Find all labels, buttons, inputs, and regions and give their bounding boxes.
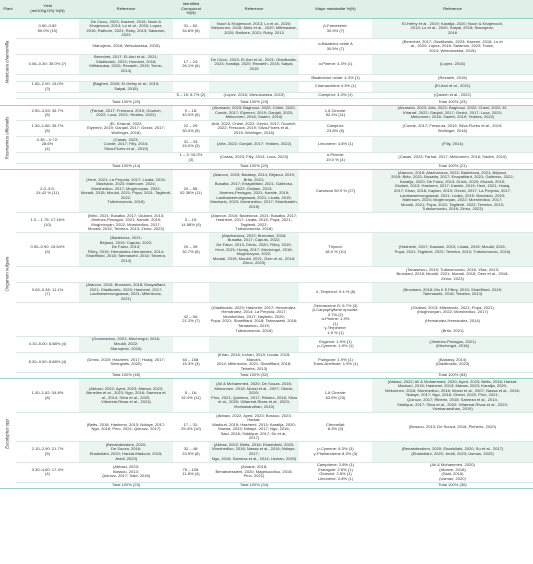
compound-cell	[173, 81, 209, 92]
plant-name: Rosmarinus officinalis	[4, 116, 10, 159]
metabolite-cell: α-Bisabolol oxide A 30.5% (7)	[299, 39, 372, 55]
reference-metabolite-cell: (Conde, 2017; Frescura, 2019; Silva-Flores et al., 2019; Wollinger, 2016)	[372, 121, 533, 137]
reference-metabolite-cell: (Jiménez-Penagos, 2021) (Mechergui, 2016)	[372, 336, 533, 352]
compound-cell	[173, 482, 209, 489]
reference-metabolite-cell: (Qasem et al., 2022)	[372, 92, 533, 99]
compound-cell: 42 – 54: 21.2% (7)	[173, 303, 209, 337]
table-row	[0, 121, 533, 137]
table-row	[0, 282, 533, 302]
reference-compound-cell	[209, 336, 299, 352]
plant-name-cell	[0, 379, 16, 489]
compound-cell	[173, 39, 209, 55]
metabolite-cell: Camphene: 2.8% (1) Estragole: 2.8% (1) Globulol: 2.8% (1) Limonene: 2.8% (1)	[299, 462, 372, 482]
metabolite-cell: Camphor: 4.3% (1)	[299, 92, 372, 99]
reference-yield-cell	[79, 152, 173, 163]
reference-compound-cell: (Alarcon, 2015; Badekova, 2021; Busatta, 2017; Hashemi, 2017; Licata, 2015; Popa, 2021; Taglienti, 2022; Tuttolomondo, 2016)	[210, 212, 298, 232]
total-row	[0, 482, 533, 489]
header-reference-metabolite: Reference	[372, 0, 533, 19]
table-row	[0, 19, 533, 39]
reference-metabolite-cell: (Bossou, 2013; De Souza, 2016; Pinheiro, 2020)	[372, 413, 533, 442]
compound-cell: 5 – 16: 32.4% (11)	[173, 379, 209, 413]
reference-metabolite-cell: Total 100% (36)	[372, 482, 533, 489]
yield-cell: 1.30–1.86: 35.7% (5)	[16, 121, 79, 137]
reference-yield-cell: (Drinic, 2020; Hashemi, 2017; Hodaj, 2017; Simirgiotis, 2020)	[79, 352, 173, 372]
yield-cell: 1.00–1.82: 34.8% (8)	[16, 379, 79, 413]
reference-metabolite-cell: Total 100% (23)	[372, 99, 533, 106]
reference-metabolite-cell: (Casas, 2023; Farhat, 2017; Mekonnen, 2016; Sadeh, 2019)	[372, 152, 533, 163]
reference-compound-cell: (Khan, 2018; Kohan, 2019; Licata, 2015; Mancini, 2014; Milenkovic, 2021; Sharififard, 2018; Teixeira, 2013)	[209, 352, 299, 372]
yield-cell: 1.0 – 1.75: 17.16% (10)	[16, 213, 79, 233]
table-row	[0, 413, 533, 442]
reference-metabolite-cell: (Filly, 2014)	[372, 137, 533, 153]
reference-yield-cell	[79, 267, 173, 283]
yield-cell: 2.10–2.90: 21.7% (5)	[16, 442, 79, 462]
reference-metabolite-cell: (Badawy, 2014) (Gladikostic, 2023)	[372, 352, 533, 372]
reference-compound-cell	[209, 81, 299, 92]
reference-yield-cell: (Betts, 2016; Hashemi, 2013; Ndiaye, 2017; Ngo, 2016; Pino, 2021; Quirozz, 2017)	[79, 413, 173, 442]
metabolite-cell: Eugenol: 1.9% (1) p-Cymene: 1.9% (1)	[299, 336, 372, 352]
compound-cell: 3 – 19: 14.58% (9)	[173, 213, 209, 233]
reference-compound-cell: (Ali & Mohammed, 2020; De Souza, 2016; Mekonnen, 2016; Mossi et al., 2007; Obeizi, 2020; Pino, 2021; Quintero, 2017; Ribeiro, 2018; Silva et al., 2020; Villarreal-Rivas et al., 2023; Vivekanandhan, 2019)	[209, 379, 299, 413]
compound-cell: 32 – 48: 23.5% (8)	[173, 442, 209, 462]
reference-metabolite-cell	[372, 213, 533, 233]
yield-cell: 0.50–0.90: 15.54% (9)	[16, 233, 79, 267]
yield-cell: 5.30–9.50: 8.88% (4)	[16, 352, 79, 372]
reference-compound-cell	[209, 282, 299, 302]
table-row	[0, 233, 533, 267]
reference-compound-cell: Total 100% (52)	[209, 372, 299, 379]
metabolite-cell	[299, 267, 372, 283]
metabolite-cell: Germacrene D: 5.7% (3) β-Caryophyllene epoxide: 3.7% (2) α-Pinene: 1.9% (1) γ-Terpinene: 1.9 % (1)	[299, 303, 372, 337]
yield-cell	[16, 482, 79, 489]
yield-cell	[16, 303, 79, 337]
reference-compound-cell: (Arfa, 2022; Ganjali, 2017; Yeddes, 2022)	[209, 137, 299, 153]
reference-metabolite-cell: (Lopez, 2016)	[372, 54, 533, 74]
yield-cell: 1.50–2.00: 15.0% (3)	[16, 81, 79, 92]
metabolite-cell	[299, 482, 372, 489]
plant-name-cell	[0, 19, 16, 106]
compound-cell: 9 – 18: 40.0% (6)	[173, 105, 209, 121]
reference-yield-cell: De Cicco, 2023; Kazemi, 2015; Noori & Khajenoori, 2013; Lo et al., 2020; Lopez, 2016; Rathore, 2021; Roby, 2013; Salamon, 2023	[79, 19, 173, 39]
reference-compound-cell: Noori & Khajenoori, 2013; Lo et al., 2020; Mekonnen, 2016; Melo et al., 2020; Mithbaokar, 2020; Rathore, 2021; Roby, 2013	[209, 19, 299, 39]
reference-compound-cell: (Atazhanova, 2022; Brondani, 2018; Busatta, 2017; Caputo, 2022; De Falco, 2013; Drinic, 2020; Filkry, 2019; Heni, 2021; Hodaj, 2017; Mechergui, 2016; Moghrovyan, 2022; Moradi, 2015; Mouldi, 2021; Özer et al., 2018; Zinno, 2023)	[209, 233, 299, 267]
plant-name: Eucalyptus spp	[4, 418, 10, 449]
table-row	[0, 213, 533, 233]
reference-yield-cell: Total 100% (14)	[79, 163, 173, 170]
table-row	[0, 39, 533, 55]
reference-yield-cell: (Goncearkuc, 2021; Mechergui, 2016; Mouldi, 2022; Stanojevic, 2016)	[79, 336, 173, 352]
reference-compound-cell: (Alvarado, 2023; Baghouz, 2022; Chbel, 2022; Conde, 2017; Elyemni, 2019; Ganjali, 2020; Mekonnen, 2016; Sadeh, 2019)	[209, 105, 299, 121]
reference-yield-cell: (Benabdesslem, 2020; De Souza, 2016; Ebadollahi, 2020; Harkat-Madouri, 2015; Jeddi, 2023)	[79, 442, 173, 462]
reference-yield-cell: (Badekova, 2021; Béjaoui, 2019; Caputo, 2022; De Falco, 2013; Filkry, 2019; Hernández-Hernández, 2014; Sharififard, 2018; Tahmasebi, 2016; Teixeira, 2013)	[79, 233, 173, 267]
yield-cell: 2.0–3.9: 24.42 % (11)	[16, 170, 79, 213]
reference-yield-cell: (Brito, 2021; Busatta, 2017; Giuliani, 2013; Jiménez-Penagos, 2021; Kamile, 2019; Moghrovyan, 2022; Morshedloo, 2017; Moradi, 2015; Teixeira, 2013; Zinno, 2023)	[79, 213, 173, 233]
metabolite-cell: Limonene: 4.8% (1)	[299, 137, 372, 153]
compound-cell: 75 – 106: 11.8% (4)	[173, 462, 209, 482]
table-body	[0, 19, 533, 489]
table-row	[0, 105, 533, 121]
metabolite-cell: 4 -Terpineol: 9.4 % (5)	[299, 282, 372, 302]
metabolite-cell: Citronellal: 8.3% (3)	[299, 413, 372, 442]
reference-metabolite-cell: (Alvarado, 2023; Arfa, 2022; Baghouz, 2022; Chbel, 2022; El- Kharraf, 2022; Ganjali, 2017; Gezici, 2017; Luca, 2023; Mekonnen, 2016; Sadeh, 2019; Yeddes, 2022)	[372, 105, 533, 121]
compound-cell	[173, 282, 209, 302]
metabolite-cell: Pulegone: 1.9% (1) Trans-Anethole: 1.9% (1)	[299, 352, 372, 372]
compound-cell: 31 – 33: 15.0% (3)	[173, 137, 209, 153]
yield-cell: 3.30–4.60: 17.4% (4)	[16, 462, 79, 482]
reference-compound-cell	[209, 39, 299, 55]
plant-name-cell	[0, 105, 16, 170]
metabolite-cell: Camphor: 23.8% (5)	[299, 121, 372, 137]
reference-metabolite-cell: (Rezaeih, 2015)	[372, 75, 533, 82]
reference-metabolite-cell: (Hashemi, 2017; Kawase, 2013; Licata, 2015; Mouldi, 2021; Popa, 2021; Taglienti, 2022; Teixeira, 2013; Tuttolomondo, 2016)	[372, 233, 533, 267]
table-row	[0, 152, 533, 163]
reference-metabolite-cell: (Abbaci, 2022; Ali & Mohammed, 2020; Ayed, 2023; Betts, 2016; Harkat- Madouri, 2015; Hashemi, 2013; Marwa, 2023; Karalija, 2020; Mekonnen, 2016; Morshedloo, 2016; Mossi et al., 2007; Nassa et al., 2016; Ndiaye, 2017; Ngo, 2016; Obeizi, 2020; Pino, 2021; Quirozz, 2017; Ribeiro, 2018; Sameza et al., 2014; Siddique, 2017; Silva et al., 2020; Villarreal-Rivas et al., 2023; Vivekanandhan, 2019)	[372, 379, 533, 413]
reference-compound-cell: De Cicco, 2023; El-Asri et al., 2021; Gladikostic, 2023; Karalija, 2020; Rezaeih, 2015; Satyal, 2015	[209, 54, 299, 74]
reference-metabolite-cell: Total 100% (53)	[372, 372, 533, 379]
reference-compound-cell: (Casas, 2023; Filly, 2014; Luca, 2023)	[209, 152, 299, 163]
reference-yield-cell: (Casas, 2023; Conde, 2017; Filly, 2014; Silva-Flores et al., 2019)	[79, 137, 173, 153]
plant-name-cell	[0, 170, 16, 379]
reference-compound-cell: (Abbaci, 2022; Ayed, 2023; Bossou, 2023; Harkat- Madouri, 2015; Hashemi, 2013; Karalija, 2020; Marwa, 2023; Ndiaye, 2017; Ngo, 2016; Said, 2016; Siddique, 2017; Su et al., 2017)	[209, 413, 299, 442]
header-plant: Plant	[0, 0, 16, 19]
reference-metabolite-cell: (Berechet, 2017; Gladikostic, 2023; Kazemi, 2015; Lo et al., 2020; Lopez, 2016; Salamon, 2023; Tomic, 2014; Wesolowska, 2015)	[372, 39, 533, 55]
reference-metabolite-cell: (Giuliani, 2013; Milenkovic, 2021; Popa, 2021) (Moghrovyan, 2022; Morshedloo, 2017) (Hernández-Hernández, 2014) (Brito, 2021)	[372, 303, 533, 337]
reference-yield-cell: (Farhat, 2017; Frescura, 2019; Gourich, 2022; Luca, 2023; Yeddes, 2022)	[79, 105, 173, 121]
yield-cell: 0.35 – 0.72: 28.6% (4)	[16, 137, 79, 153]
table-row	[0, 170, 533, 213]
reference-compound-cell: (Gladikostic, 2023; Hashemi, 2017; Hernández- Hernández, 2014; La Perpola, 2017; Morshedloo, 2017; Naybelo, 2020; Popa, 2021; Sharififard, 2018; Tahmasebi, 2016; Tanasescu, 2019; Tuttolomondo, 2016)	[209, 303, 299, 337]
compound-cell: 31 – 52: 34.8% (8)	[173, 19, 209, 39]
reference-metabolite-cell: (El-Asri et al., 2021)	[372, 81, 533, 92]
reference-yield-cell: (Abbaci, 2022; Ayed, 2023; Marwa, 2023; Benelies et al., 2022; Ngo, 2016; Sameza et al., 2014; Silva et al., 2020; Villarreal-Rivas et al., 2023)	[79, 379, 173, 413]
reference-metabolite-cell: (Ali & Mohammed, 2020) (Ainane, 2018) (Said, 2016) (Usman, 2020)	[372, 462, 533, 482]
compound-cell: 22 – 29: 30.0% (5)	[173, 121, 209, 137]
table-row	[0, 303, 533, 337]
reference-yield-cell: Total 100% (20)	[79, 99, 173, 106]
reference-yield-cell: (Heni, 2021; La Perpola, 2017; Licata, 2015; Machado, 2023; Mahroum, 2024; Morshedloo, 2017; Moghrovyan, 2022; Moradi, 2015; Mouldi, 2021; Popa, 2021; Taglienti, 2022; Tuttolomondo, 2016)	[79, 170, 173, 213]
reference-metabolite-cell: (Tanasescu, 2019; Tuttolomondo, 2016; Yilaz, 2013; Brondani, 2018; Mouldi, 2021; Moradi, 2015; Özer et al., 2018; Zinno, 2023)	[372, 267, 533, 283]
yield-cell: 4.10–5.00: 8.88% (4)	[16, 336, 79, 352]
reference-yield-cell	[79, 303, 173, 337]
metabolite-cell: β-Farnesene: 30.5% (7)	[299, 19, 372, 39]
metabolite-cell	[299, 213, 372, 233]
yield-cell	[16, 267, 79, 283]
table-row	[0, 137, 533, 153]
reference-compound-cell: Total 100% (23)	[209, 99, 299, 106]
reference-yield-cell: (Bagheri, 2020; El-Hefny et al., 2019; Satyal, 2015)	[79, 81, 173, 92]
header-row	[0, 0, 533, 19]
compound-cell: 17 – 31: 29.4% (10)	[173, 413, 209, 442]
reference-metabolite-cell: (Brondani, 2018; Mu K 5 Filkry, 2019; Sharififard, 2018; Tahmasebi, 2016; Teixeira, 2013)	[372, 282, 533, 302]
compound-cell: 5 – 15: 8.7% (2)	[173, 92, 209, 99]
table-row	[0, 379, 533, 413]
metabolite-cell: Bisabolone oxide: 4.3% (1)	[299, 75, 372, 82]
reference-yield-cell: Total 100% (23)	[79, 482, 173, 489]
compound-cell: 20 – 85: 52.36% (11)	[173, 170, 209, 213]
reference-compound-cell: Total 100% (34)	[209, 482, 299, 489]
reference-compound-cell: (Lopez, 2016; Wesolowska, 2015)	[209, 92, 299, 99]
table-row	[0, 267, 533, 283]
reference-yield-cell: Stanojevic, 2016; Wesolowska, 2015)	[79, 39, 173, 55]
reference-metabolite-cell: (Alarcon, 2015; Atazhanova, 2022; Badekova, 2021; Béjaoui, 2019; Brito, 2021; Busatta, 2017; Enayatifard, 2021; Galleoso, 2022; Karalija, 2020; De Falco, 2013; Drinic, 2020; Moradi, 2015; Giuliani, 2013; Hashemi, 2017; Kamile, 2019; Heni, 2021; Hodaj, 2017; Khan, 2018; Kaplan, 2019; Gezici, 2017; La Perpola, 2017; Laothaweerungsawat, 2021; Licata, 2015; Machado, 2023; Mahroum, 2024; Moghrovyan, 2022; Morshedloo, 2017; Mouldi, 2021; Popa, 2021; Taglienti, 2022; Teixeira, 2013; Tuttolomondo, 2016; Zinno, 2023)	[372, 170, 533, 213]
reference-compound-cell: (Abbas, 2022; Betts, 2016; Ebadollahi, 2020; Morshedloo, 2016; Nassa et al., 2016; Ndiaye, 2017; Ngo, 2016; Sameza et al., 2014; Usman, 2020)	[209, 442, 299, 462]
reference-yield-cell: (Alarcon, 2015; Brondani, 2018; Enayatifard, 2021; Gladikostic, 2023; Hashemi, 2017; Laothaweerungsawat, 2021; Milenkovic, 2021)	[79, 282, 173, 302]
metabolite-cell: 1,8 Cineole: 52.4% (11)	[299, 105, 372, 121]
metabolite-cell: α-Pinene: 4.3% (1)	[299, 54, 372, 74]
plant-name: Origanum vulgare	[4, 256, 10, 292]
table-row	[0, 54, 533, 74]
metabolite-cell: Thymol: 18.9 % (10)	[299, 233, 372, 267]
reference-compound-cell: (Ainane, 2018; Benabdesslem, 2020; Maghsoodlou, 2015; Pino, 2021)	[209, 462, 299, 482]
table-row	[0, 81, 533, 92]
reference-metabolite-cell: Total 100% (21)	[372, 163, 533, 170]
metabolite-cell: α-Pinene: 19.0 % (4)	[299, 152, 372, 163]
reference-compound-cell: (Alarcon, 2015; Badawy, 2014; Béjaoui, 2019; Brito, 2021; Busatta, 2017; Enayatifard, 2021; Galleoso, 2022; Giuliani, 2013; Jiménez-Penagos, 2021; Kamile, 2019; Laothaweerungsawat, 2021; Licata, 2015; Machado, 2023; Morshedloo, 2017; Sharifzadeh, 2015)	[209, 170, 299, 213]
header-reference-yield: Reference	[79, 0, 173, 19]
header-metabolite: Major metabolite %(N)	[299, 0, 372, 19]
table-row	[0, 442, 533, 462]
reference-yield-cell: (Abbaci, 2023; Bossou, 2013; Quirozz, 2017; Said, 2016)	[79, 462, 173, 482]
reference-compound-cell	[209, 267, 299, 283]
yield-cell	[16, 152, 79, 163]
header-reference-compound: Reference	[209, 0, 299, 19]
plant-name: Matricaria chamomilla	[4, 40, 10, 84]
compound-cell: 17 – 24: 26.1% (6)	[173, 54, 209, 74]
compound-cell	[173, 336, 209, 352]
yield-cell: 0.50–0.82 50.0% (10)	[16, 19, 79, 39]
metabolite-cell: 1,8 Cineole: 63.9% (23)	[299, 379, 372, 413]
reference-compound-cell: Arfa, 2022; Chbel, 2022; Gezici, 2017; Gourich, 2022; Frescura, 2019; Silva-Flores et al., 2019; Wollinger, 2016)	[209, 121, 299, 137]
yield-cell	[16, 413, 79, 442]
table-row	[0, 462, 533, 482]
yield-cell: 0.06–0.30: 35.0% (7)	[16, 54, 79, 74]
reference-compound-cell: Total 100% (20)	[209, 163, 299, 170]
metabolite-cell: Chamazulene 4.3% (1)	[299, 81, 372, 92]
yield-cell: 0.09–0.45: 11.1% (7)	[16, 282, 79, 302]
header-compound: Identified Compound %(N)	[173, 0, 209, 19]
metabolite-cell: Carvacrol 50.9 % (27)	[299, 170, 372, 213]
compound-cell	[173, 267, 209, 283]
table-row	[0, 336, 533, 352]
reference-yield-cell: Berechet, 2017; El-Asri et al., 2021; Gladikostic, 2023; Homami, 2016; Mithbaokar, 2020; Rezaeih, 2015; Tomic, 2014)	[79, 54, 173, 74]
compound-cell: 64 – 158: 15.3% (3)	[173, 352, 209, 372]
yield-cell	[16, 39, 79, 55]
reference-metabolite-cell: El-Hefny et al., 2019; Karalija, 2020; Noori & Khajenoori, 2013; Lo et al., 2020; Satyal, 2015; Stanojevic, 2016	[372, 19, 533, 39]
reference-yield-cell: Total 100% (45)	[79, 372, 173, 379]
metabolite-cell: p-Cymene: 8.3% (3) γ-Phellandrene 8.3% (3)	[299, 442, 372, 462]
yield-cell: 2.50–3.53: 35.7% (5)	[16, 105, 79, 121]
header-yield: Yield (ml/100g DS) %(N)	[16, 0, 79, 19]
compound-cell: 1 – 3: 15.0% (3)	[173, 152, 209, 163]
table-row	[0, 352, 533, 372]
compound-cell: 20 – 39: 30.7% (6)	[173, 233, 209, 267]
reference-yield-cell: (El- Kharraf, 2022; Elyemni, 2019; Ganjali, 2017; Gezici, 2017; Wollinger, 2016)	[79, 121, 173, 137]
reference-metabolite-cell: (Benabdesslem, 2020; Ebadollahi, 2020; Su et al., 2017) (Ebadollahi, 2020; Jeddi, 2023; Usman, 2020)	[372, 442, 533, 462]
